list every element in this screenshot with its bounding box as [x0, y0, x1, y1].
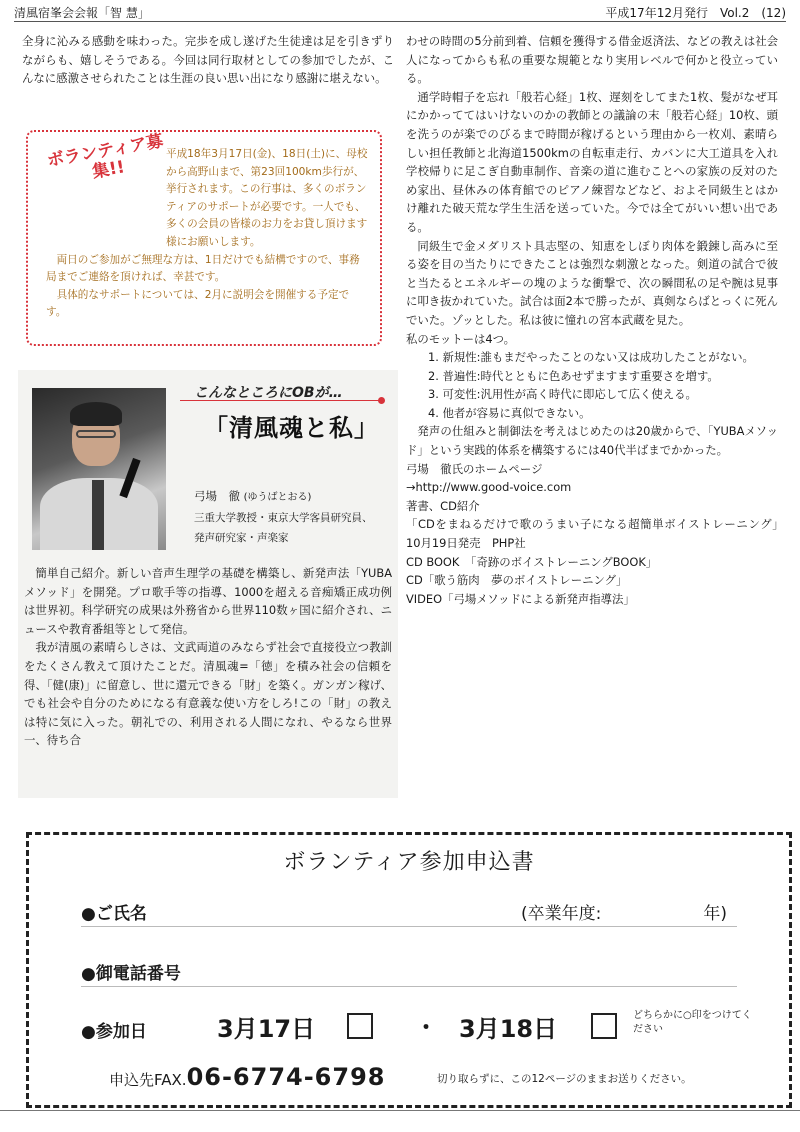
ob-paragraph-2: 我が清風の素晴らしさは、文武両道のみならず社会で直接役立つ教訓をたくさん教えて頂けたことだ。清風魂=「徳」を積み社会の信頼を得、「健(康)」に留意し、世に還元できる「財」を築く。ガンガン稼げ、でも社会や自分のためになる有意義な使い方をしろ!この「財」の教えは特に気に入った。朝礼での、利用される人間になれ、やるなら世界一、待ち合	[24, 640, 392, 748]
red-dot-icon	[378, 397, 385, 404]
date-row	[81, 1005, 752, 1045]
fax-number: 06-6774-6798	[186, 1063, 386, 1091]
graduation-year-label: (卒業年度:	[521, 904, 602, 924]
date-separator: ・	[415, 1016, 438, 1041]
intro-paragraph: 全身に沁みる感動を味わった。完歩を成し遂げた生徒達は足を引きずりながらも、嬉しそうである。今回は同行取材としての参加でしたが、こんなに感激させられたことは生涯の良い思い出になり感謝に堪えない。	[22, 34, 394, 86]
book-item-1: 「CDをまねるだけで歌のうまい子になる超簡単ボイストレーニング」 10月19日発売 PHP社	[406, 517, 790, 551]
homepage-label: 弓場 徹氏のホームページ	[406, 461, 543, 476]
newsletter-title: 清風宿峯会会報「智 慧」	[14, 6, 150, 20]
date-2-checkbox[interactable]	[591, 1013, 617, 1039]
graduation-year-suffix: 年)	[703, 904, 727, 924]
volunteer-paragraph-1: 平成18年3月17日(金)、18日(土)に、母校から高野山まで、第23回100km歩行が、挙行されます。この行事は、多くのボランティアのサポートが必要です。一人でも、多くの会員の皆様のお力をお貸し頂けます様にお願いします。	[166, 148, 368, 248]
fax-line	[109, 1063, 385, 1091]
motto-item-4: 4. 他者が容易に真似できない。	[428, 405, 591, 420]
header-rule	[14, 21, 786, 22]
right-paragraph-1: わせの時間の5分前到着、信頼を獲得する借金返済法、などの教えは社会人になってからも私の重要な規範となり実用レベルで何かと役立っている。	[406, 34, 778, 86]
books-label: 著書、CD紹介	[406, 498, 480, 513]
author-name	[194, 488, 311, 504]
author-reading: (ゆうばとおる)	[243, 492, 312, 503]
date-label: ●参加日	[81, 1022, 147, 1042]
right-paragraph-3: 同級生で金メダリスト具志堅の、知恵をしぼり肉体を鍛錬し高みに至る姿を目の当たりにできたことは強烈な刺激となった。剣道の試合で彼と当たるとエネルギーの塊のような衝撃で、次の瞬間私の足や腕は見事に叩き抜かれていた。試合は面2本で勝ったが、真剣ならばとっくに死んでいた。ゾッとした。私は彼に憧れの宮本武蔵を見た。	[406, 238, 778, 327]
fax-label: 申込先FAX.	[109, 1071, 187, 1089]
book-item-3: CD「歌う筋肉 夢のボイストレーニング」	[406, 573, 628, 588]
issue-info: 平成17年12月発行 Vol.2 (12)	[605, 6, 786, 20]
volunteer-paragraph-2: 両日のご参加がご無理な方は、1日だけでも結構ですので、事務局までご連絡を頂ければ、幸甚です。	[46, 253, 360, 284]
phone-label: ●御電話番号	[81, 964, 181, 984]
fax-note: 切り取らずに、この12ページのままお送りください。	[437, 1073, 692, 1085]
name-label: ●ご氏名	[81, 904, 147, 924]
volunteer-paragraph-3: 具体的なサポートについては、2月に説明会を開催する予定です。	[46, 288, 350, 319]
page-header	[14, 4, 786, 22]
date-option-1: 3月17日	[217, 1015, 316, 1043]
circle-instruction: どちらかに○印をつけてください	[633, 1010, 752, 1035]
volunteer-recruit-box	[26, 130, 382, 346]
tagline-underline	[180, 400, 380, 401]
ob-portrait-photo	[32, 388, 166, 550]
bottom-rule	[0, 1110, 800, 1111]
date-option-2: 3月18日	[459, 1015, 558, 1043]
date-1-checkbox[interactable]	[347, 1013, 373, 1039]
phone-row[interactable]	[81, 947, 737, 987]
ob-feature	[18, 370, 398, 798]
author-affiliation-1: 三重大学教授・東京大学客員研究員、	[194, 512, 373, 524]
right-column	[406, 32, 790, 608]
name-row[interactable]	[81, 887, 737, 927]
ob-tagline: こんなところにOBが…	[194, 385, 343, 401]
right-paragraph-4: 発声の仕組みと制御法を考えはじめたのは20歳からで、「YUBAメソッド」という実践的体系を構築するには40代半ばまでかかった。	[406, 424, 778, 458]
motto-item-3: 3. 可変性:汎用性が高く時代に即応して広く使える。	[428, 387, 697, 402]
ob-title: 「清風魂と私」	[204, 414, 379, 442]
author-affiliation-2: 発声研究家・声楽家	[194, 532, 289, 544]
volunteer-application-form	[26, 832, 792, 1108]
book-item-4: VIDEO「弓場メソッドによる新発声指導法」	[406, 591, 635, 606]
ob-body	[24, 564, 392, 750]
homepage-link[interactable]: →http://www.good-voice.com	[406, 480, 572, 495]
form-title: ボランティア参加申込書	[283, 850, 535, 875]
book-item-2: CD BOOK 「奇跡のボイストレーニングBOOK」	[406, 554, 658, 569]
motto-item-1: 1. 新規性:誰もまだやったことのない又は成功したことがない。	[428, 350, 754, 365]
volunteer-title: ボランティア募集!!	[45, 131, 165, 183]
motto-intro: 私のモットーは4つ。	[406, 331, 515, 346]
ob-paragraph-1: 簡単自己紹介。新しい音声生理学の基礎を構築し、新発声法「YUBAメソッド」を開発。プロ歌手等の指導、1000を超える音痴矯正成功例は世界初。科学研究の成果は外務省から世界110数ヶ国に紹介され、ニュースや教育番組等として発信。	[24, 566, 392, 636]
motto-item-2: 2. 普遍性:時代とともに色あせずますます重要さを増す。	[428, 368, 719, 383]
author-name-text: 弓場 徹	[194, 489, 240, 503]
right-paragraph-2: 通学時帽子を忘れ「般若心経」1枚、遅刻をしてまた1枚、髪がなぜ耳にかかっててはいけないのかの教師との議論の末「般若心経」10枚、頭を洗うのが楽でのびるまで時間が稼げるという理由から一枚刈、素晴らしい担任教師と北海道1500kmの自転車走行、カバンに大工道具を入れ学校帰りに足こぎ自動車制作、音楽の道に進むことへの家族の反対のため家出、昼休みの体育館でのピアノ練習などなど、およそ同級生とはかけ離れた破天荒な学生生活を送っていた。今では全てがいい想い出である。	[406, 89, 778, 234]
left-column	[22, 32, 394, 88]
